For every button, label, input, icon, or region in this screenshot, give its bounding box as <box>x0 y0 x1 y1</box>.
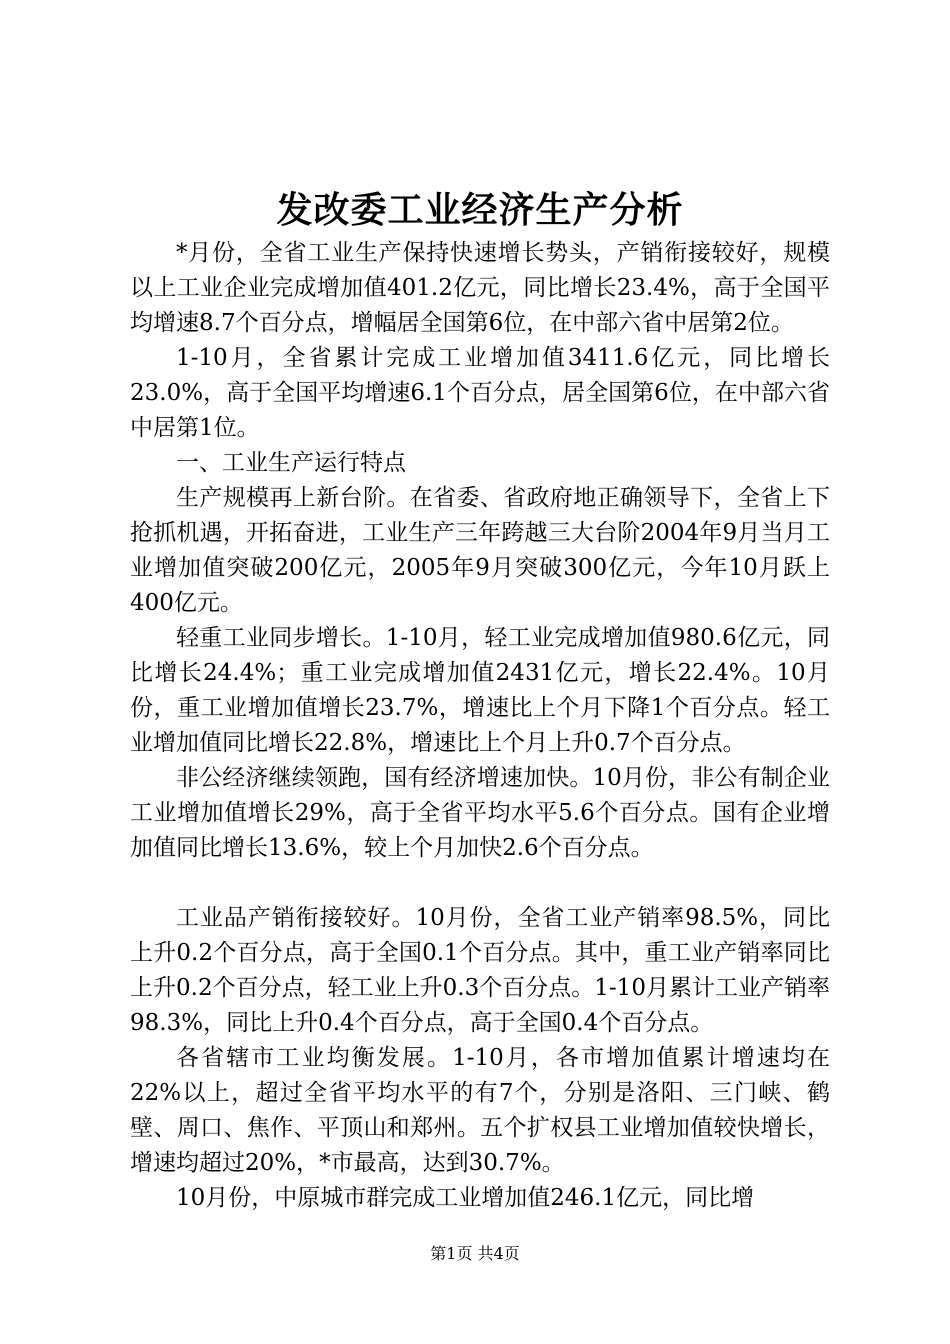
paragraph-cumulative: 1-10月，全省累计完成工业增加值3411.6亿元，同比增长23.0%，高于全国平均增速6.1个百分点，居全国第6位，在中部六省中居第1位。 <box>130 345 830 441</box>
paragraph-sales-ratio: 工业品产销衔接较好。10月份，全省工业产销率98.5%，同比上升0.2个百分点，高于全国0.1个百分点。其中，重工业产销率同比上升0.2个百分点，轻工业上升0.3个百分点。1-10月累计工业产销率98.3%，同比上升0.4个百分点，高于全国0.4个百分点。 <box>130 905 830 1036</box>
document-title: 发改委工业经济生产分析 <box>276 189 684 231</box>
page-footer: 第1页 共4页 <box>430 1244 520 1263</box>
paragraph-scale: 生产规模再上新台阶。在省委、省政府地正确领导下，全省上下抢抓机遇，开拓奋进，工业生产三年跨越三大台阶2004年9月当月工业增加值突破200亿元，2005年9月突破300亿元，今年10月跃上400亿元。 <box>130 485 830 616</box>
paragraph-intro: *月份，全省工业生产保持快速增长势头，产销衔接较好，规模以上工业企业完成增加值401.2亿元，同比增长23.4%，高于全国平均增速8.7个百分点，增幅居全国第6位，在中部六省中居第2位。 <box>130 240 830 336</box>
paragraph-central-plains: 10月份，中原城市群完成工业增加值246.1亿元，同比增 <box>176 1185 755 1211</box>
section-heading: 一、工业生产运行特点 <box>176 450 406 476</box>
document-body <box>130 236 830 1216</box>
paragraph-non-public: 非公经济继续领跑，国有经济增速加快。10月份，非公有制企业工业增加值增长29%，高于全省平均水平5.6个百分点。国有企业增加值同比增长13.6%，较上个月加快2.6个百分点。 <box>130 765 830 861</box>
paragraph-cities: 各省辖市工业均衡发展。1-10月，各市增加值累计增速均在22%以上，超过全省平均水平的有7个，分别是洛阳、三门峡、鹤壁、周口、焦作、平顶山和郑州。五个扩权县工业增加值较快增长，增速均超过20%，*市最高，达到30.7%。 <box>130 1045 830 1176</box>
paragraph-light-heavy: 轻重工业同步增长。1-10月，轻工业完成增加值980.6亿元，同比增长24.4%；重工业完成增加值2431亿元，增长22.4%。10月份，重工业增加值增长23.7%，增速比上个月下降1个百分点。轻工业增加值同比增长22.8%，增速比上个月上升0.7个百分点。 <box>130 625 830 756</box>
